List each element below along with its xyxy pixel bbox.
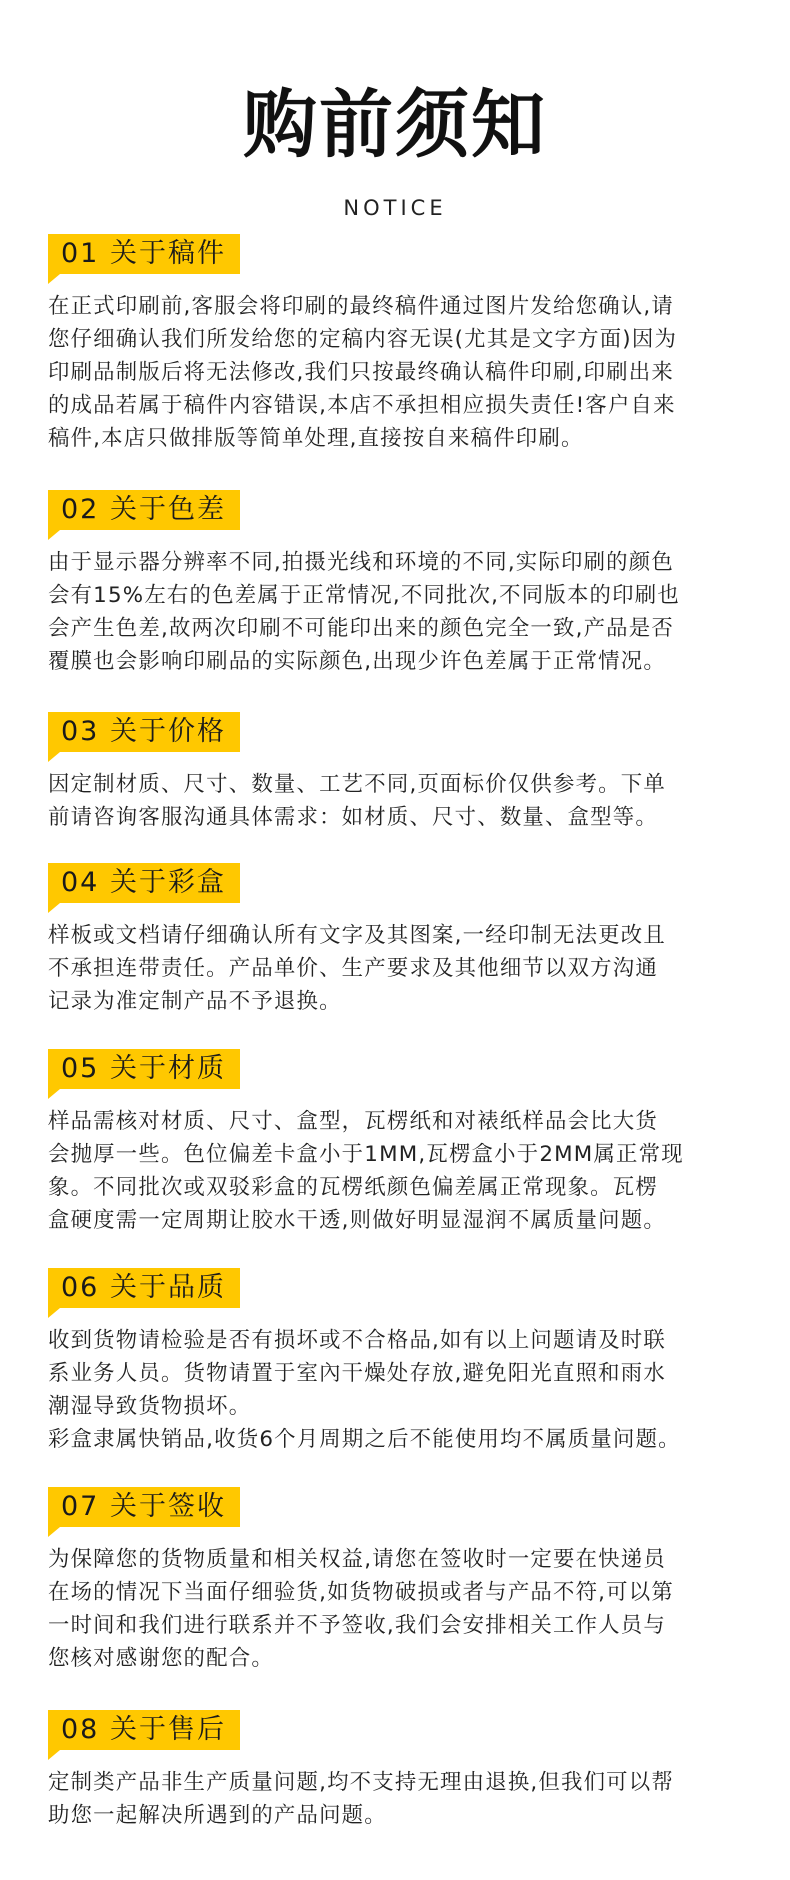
body-line: 前请咨询客服沟通具体需求：如材质、尺寸、数量、盒型等。: [48, 805, 658, 830]
body-line: 样板或文档请仔细确认所有文字及其图案,一经印制无法更改且: [48, 923, 666, 948]
section-body: [48, 1543, 748, 1675]
body-line: 为保障您的货物质量和相关权益,请您在签收时一定要在快递员: [48, 1547, 666, 1572]
section-price: [48, 712, 748, 834]
body-line: 盒硬度需一定周期让胶水干透,则做好明显湿润不属质量问题。: [48, 1208, 666, 1233]
body-line: 系业务人员。货物请置于室內干燥处存放,避免阳光直照和雨水: [48, 1361, 666, 1386]
section-body: [48, 290, 748, 455]
section-body: [48, 546, 748, 678]
page-title: 购前须知: [243, 82, 547, 168]
section-tag: 08 关于售后: [48, 1710, 240, 1750]
body-line: 您核对感谢您的配合。: [48, 1646, 274, 1671]
section-tag: 01 关于稿件: [48, 234, 240, 274]
body-line: 在正式印刷前,客服会将印刷的最终稿件通过图片发给您确认,请: [48, 294, 674, 319]
section-color-difference: [48, 490, 748, 678]
section-tag: 05 关于材质: [48, 1049, 240, 1089]
body-line: 潮湿导致货物损坏。: [48, 1394, 252, 1419]
body-line: 您仔细确认我们所发给您的定稿内容无误(尤其是文字方面)因为: [48, 327, 678, 352]
body-line: 彩盒隶属快销品,收货6个月周期之后不能使用均不属质量问题。: [48, 1427, 681, 1452]
section-body: [48, 1766, 748, 1832]
section-after-sales: [48, 1710, 748, 1832]
body-line: 会产生色差,故两次印刷不可能印出来的颜色完全一致,产品是否: [48, 616, 674, 641]
body-line: 定制类产品非生产质量问题,均不支持无理由退换,但我们可以帮: [48, 1770, 674, 1795]
section-tag: 02 关于色差: [48, 490, 240, 530]
page-subtitle: NOTICE: [343, 196, 447, 220]
section-signing: [48, 1487, 748, 1675]
body-line: 一时间和我们进行联系并不予签收,我们会安排相关工作人员与: [48, 1613, 666, 1638]
section-manuscript: [48, 234, 748, 455]
body-line: 因定制材质、尺寸、数量、工艺不同,页面标价仅供参考。下单: [48, 772, 666, 797]
body-line: 记录为准定制产品不予退换。: [48, 989, 342, 1014]
body-line: 不承担连带责任。产品单价、生产要求及其他细节以双方沟通: [48, 956, 658, 981]
section-color-box: [48, 863, 748, 1018]
section-tag: 04 关于彩盒: [48, 863, 240, 903]
section-tag: 07 关于签收: [48, 1487, 240, 1527]
section-body: [48, 919, 748, 1018]
body-line: 样品需核对材质、尺寸、盒型，瓦楞纸和对裱纸样品会比大货: [48, 1109, 658, 1134]
section-body: [48, 1105, 748, 1237]
section-body: [48, 1324, 748, 1456]
section-material: [48, 1049, 748, 1237]
page-header: [0, 80, 790, 220]
body-line: 收到货物请检验是否有损坏或不合格品,如有以上问题请及时联: [48, 1328, 666, 1353]
section-quality: [48, 1268, 748, 1456]
section-body: [48, 768, 748, 834]
body-line: 印刷品制版后将无法修改,我们只按最终确认稿件印刷,印刷出来: [48, 360, 674, 385]
body-line: 象。不同批次或双驳彩盒的瓦楞纸颜色偏差属正常现象。瓦楞: [48, 1175, 658, 1200]
section-tag: 06 关于品质: [48, 1268, 240, 1308]
body-line: 的成品若属于稿件内容错误,本店不承担相应损失责任!客户自来: [48, 393, 676, 418]
body-line: 由于显示器分辨率不同,拍摄光线和环境的不同,实际印刷的颜色: [48, 550, 674, 575]
body-line: 稿件,本店只做排版等简单处理,直接按自来稿件印刷。: [48, 426, 584, 451]
body-line: 会有15%左右的色差属于正常情况,不同批次,不同版本的印刷也: [48, 583, 680, 608]
body-line: 在场的情况下当面仔细验货,如货物破损或者与产品不符,可以第: [48, 1580, 674, 1605]
body-line: 覆膜也会影响印刷品的实际颜色,出现少许色差属于正常情况。: [48, 649, 666, 674]
body-line: 会抛厚一些。色位偏差卡盒小于1MM,瓦楞盒小于2MM属正常现: [48, 1142, 684, 1167]
section-tag: 03 关于价格: [48, 712, 240, 752]
body-line: 助您一起解决所遇到的产品问题。: [48, 1803, 387, 1828]
